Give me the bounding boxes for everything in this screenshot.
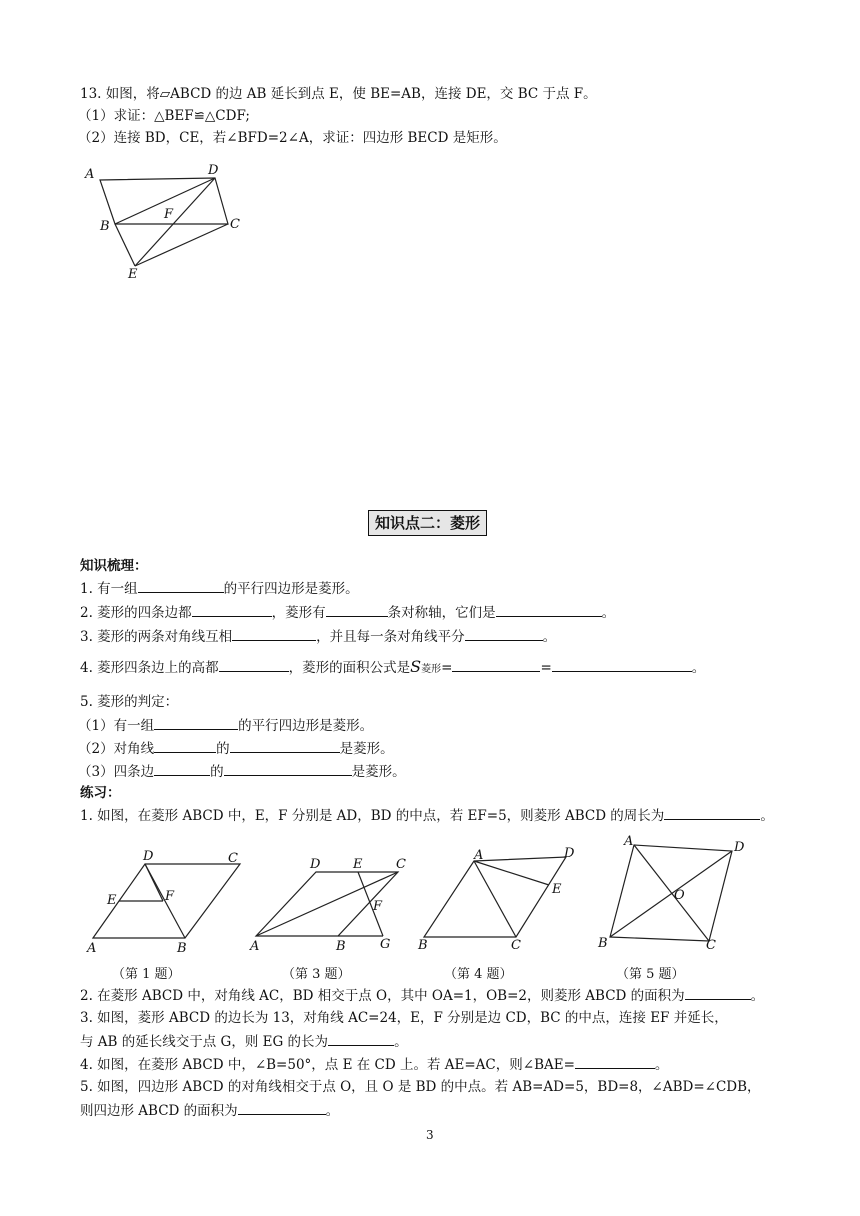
svg-text:D: D [564,846,575,861]
practice-item-1: 1. 如图，在菱形 ABCD 中，E，F 分别是 AD，BD 的中点，若 EF=5，则菱形 ABCD 的周长为 。 [80,805,774,826]
label-c: C [230,217,240,232]
review-item-3: 3. 菱形的两条对角线互相 ，并且每一条对角线平分 。 [80,626,556,647]
label-d: D [208,163,219,178]
svg-text:A: A [250,939,260,954]
figure-3 [248,848,413,958]
svg-text:F: F [165,889,175,904]
page-number: 3 [426,1128,434,1142]
svg-text:F: F [373,899,383,914]
svg-text:D: D [734,840,745,855]
practice-item-4: 4. 如图，在菱形 ABCD 中，∠B=50°，点 E 在 CD 上。若 AE=AC，则∠BAE= 。 [80,1054,668,1075]
q13-title: 13. 如图，将▱ABCD 的边 AB 延长到点 E，使 BE=AB，连接 DE，交 BC 于点 F。 [80,86,597,102]
practice-heading: 练习： [80,785,121,801]
svg-text:C: C [396,857,406,872]
svg-text:E: E [552,882,562,897]
review-item-2: 2. 菱形的四条边都 ，菱形有 条对称轴，它们是 。 [80,602,615,623]
svg-text:O: O [674,888,685,903]
caption-fig5: （第 5 题） [616,967,685,982]
review-item-4: 4. 菱形四条边上的高都 ，菱形的面积公式是S菱形= = 。 [80,657,706,676]
review-item-5: 5. 菱形的判定： [80,694,179,710]
rhombus-fig4 [424,857,566,937]
svg-text:C: C [511,938,521,953]
q13-part1: （1）求证：△BEF≌△CDF; [78,108,250,124]
svg-text:B: B [418,938,428,953]
svg-text:A: A [474,848,484,863]
figure-5 [594,833,774,953]
label-e: E [128,267,138,282]
review-item-5-3: （3）四条边 的 是菱形。 [78,761,406,782]
label-a: A [85,167,95,182]
label-f: F [164,207,174,222]
caption-fig1: （第 1 题） [112,967,181,982]
practice-item-2: 2. 在菱形 ABCD 中，对角线 AC，BD 相交于点 O，其中 OA=1，OB=2，则菱形 ABCD 的面积为 。 [80,985,764,1006]
practice-item-5-cont: 则四边形 ABCD 的面积为 。 [80,1100,339,1121]
q13-figure [80,158,250,283]
svg-text:C: C [706,938,716,953]
review-item-5-2: （2）对角线 的 是菱形。 [78,738,394,759]
label-b: B [100,219,110,234]
svg-text:B: B [177,941,187,956]
figure-1 [85,848,250,958]
svg-text:E: E [107,893,117,908]
figure-4 [416,845,591,955]
q13-part2: （2）连接 BD，CE，若∠BFD=2∠A，求证：四边形 BECD 是矩形。 [78,130,507,146]
svg-text:D: D [310,857,321,872]
review-item-1: 1. 有一组 的平行四边形是菱形。 [80,578,359,599]
caption-fig3: （第 3 题） [282,967,351,982]
svg-text:C: C [228,851,238,866]
svg-text:B: B [336,939,346,954]
svg-text:E: E [353,857,363,872]
svg-text:G: G [380,937,391,952]
svg-text:A: A [624,834,634,849]
caption-fig4: （第 4 题） [444,967,513,982]
practice-item-3: 3. 如图，菱形 ABCD 的边长为 13，对角线 AC=24，E，F 分别是边 CD，BC 的中点，连接 EF 并延长， [80,1010,728,1026]
svg-text:A: A [87,941,97,956]
practice-item-5: 5. 如图，四边形 ABCD 的对角线相交于点 O，且 O 是 BD 的中点。若 AB=AD=5，BD=8，∠ABD=∠CDB， [80,1079,761,1095]
practice-item-3-cont: 与 AB 的延长线交于点 G，则 EG 的长为 。 [80,1031,408,1052]
section-title: 知识点二：菱形 [368,510,487,536]
svg-text:D: D [143,849,154,864]
review-heading: 知识梳理： [80,558,148,574]
svg-text:B: B [598,936,608,951]
review-item-5-1: （1）有一组 的平行四边形是菱形。 [78,715,373,736]
